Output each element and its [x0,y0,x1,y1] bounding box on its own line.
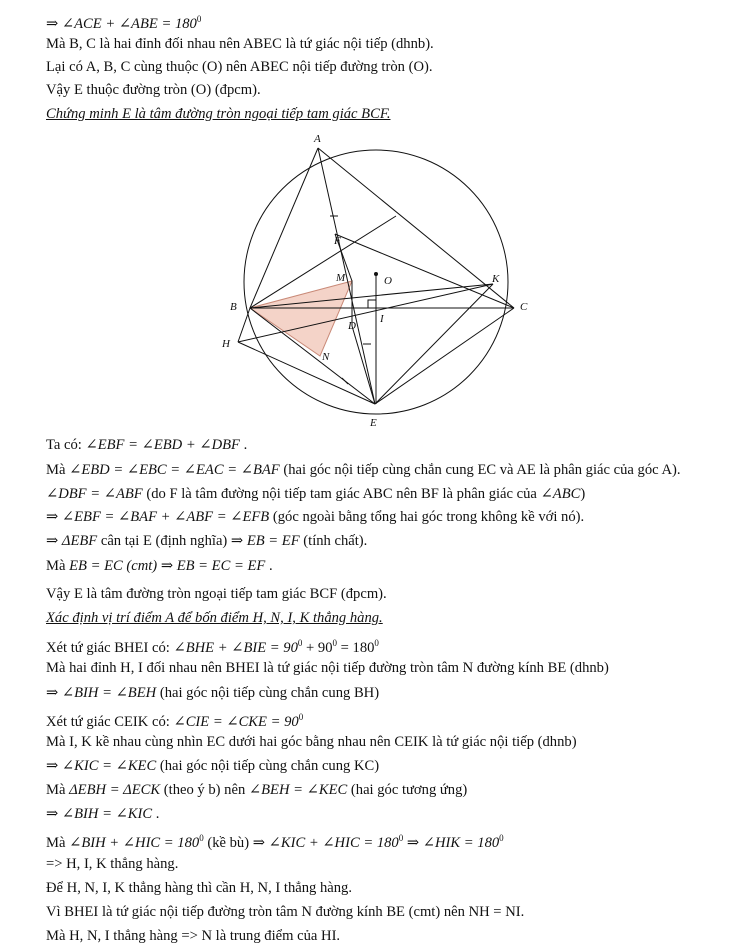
text-line-12 [46,585,387,603]
segment-EK [375,284,493,404]
text-line-25 [46,903,524,921]
text-line-20 [46,781,467,799]
text-run: (hai góc tương ứng) [347,782,468,798]
text-line-21 [46,805,159,823]
math-expression: ∠ACE + ∠ABE = 180 [61,16,197,32]
text-run: Để H, N, I, K thẳng hàng thì cần H, N, I thẳng hàng. [46,880,352,896]
text-line-6 [46,436,247,454]
text-line-2 [46,35,434,53]
text-run: => H, I, K thẳng hàng. [46,856,179,872]
text-run: ⇒ [46,533,62,549]
right-angle-I [368,300,376,308]
label-C: C [520,301,528,313]
text-run: Lại có A, B, C cùng thuộc (O) nên ABEC nội tiếp đường tròn (O). [46,59,433,75]
text-run: Chứng minh E là tâm đường tròn ngoại tiếp tam giác BCF. [46,106,391,122]
label-D: D [348,320,356,332]
label-H: H [222,338,230,350]
text-run: (góc ngoài bằng tổng hai góc trong không kề với nó). [269,509,585,525]
segment-CE [375,308,514,404]
label-M: M [336,272,346,284]
label-E: E [370,417,377,429]
text-run: Xác định vị trí điểm A để bốn điểm H, N, I, K thẳng hàng. [46,610,383,626]
text-run: ⇒ [157,558,177,574]
text-run: ⇒ [46,758,62,774]
math-expression: EB = EC (cmt) [69,558,158,574]
text-run: Mà H, N, I thẳng hàng => N là trung điểm của HI. [46,928,341,944]
text-run: (kề bù) ⇒ [203,835,269,851]
text-line-9 [46,508,584,526]
label-K: K [492,273,500,285]
geometry-figure [210,126,550,432]
text-line-26 [46,927,340,945]
segment-DE [352,326,375,404]
superscript: 0 [374,638,379,648]
text-run: ⇒ [46,806,62,822]
text-line-23 [46,855,178,873]
text-run: = 180 [337,640,375,656]
segment-BK [250,284,493,308]
segment-AB [250,148,318,308]
text-run: (tính chất). [299,533,368,549]
superscript: 0 [298,712,304,722]
segment-AE [318,148,375,404]
math-expression: EB = EC = EF [176,558,266,574]
text-line-22 [46,829,504,852]
math-expression: ∠BEH = ∠KEC [248,782,348,798]
superscript: 0 [332,638,337,648]
math-expression: ∠EBF = ∠BAF + ∠ABF = ∠EFB [61,509,270,525]
text-line-3 [46,58,433,76]
text-line-16 [46,684,379,702]
text-run: ⇒ [46,509,62,525]
text-run: . [152,806,160,822]
text-line-14 [46,634,379,657]
text-run: (hai góc nội tiếp cùng chắn cung BH) [156,685,380,701]
text-run: ⇒ [403,835,423,851]
text-run: Mà [46,835,70,851]
text-run: cân tại E (định nghĩa) ⇒ [97,533,247,549]
math-expression: ∠KIC + ∠HIC = 180 [268,835,399,851]
text-run: Xét tứ giác CEIK có: [46,714,174,730]
superscript: 0 [199,833,204,843]
text-run: + 90 [302,640,333,656]
shaded-triangle [250,281,352,356]
math-expression: ∠BHE + ∠BIE = 90 [173,640,298,656]
superscript: 0 [196,14,202,24]
text-run: Mà [46,462,70,478]
label-O: O [384,275,392,287]
label-A: A [314,133,321,145]
text-line-10 [46,532,367,550]
text-run: Mà I, K kề nhau cùng nhìn EC dưới hai góc bằng nhau nên CEIK là tứ giác nội tiếp (dhnb) [46,734,577,750]
math-expression: ∠KIC = ∠KEC [61,758,157,774]
math-expression: ∠CIE = ∠CKE = 90 [173,714,299,730]
text-line-15 [46,659,609,677]
math-expression: ∠EBF = ∠EBD + ∠DBF [85,437,240,453]
text-run: (do F là tâm đường nội tiếp tam giác ABC nên BF là phân giác của [142,486,541,502]
segment-BH [238,308,250,342]
math-expression: ΔEBH = ΔECK [69,782,161,798]
math-expression: EB = EF [246,533,300,549]
text-line-1 [46,10,201,33]
text-run: Mà B, C là hai đỉnh đối nhau nên ABEC là tứ giác nội tiếp (dhnb). [46,36,434,52]
math-expression: ∠BIH = ∠BEH [61,685,157,701]
section-heading-1 [46,105,391,123]
text-run: Mà hai đỉnh H, I đối nhau nên BHEI là tứ giác nội tiếp đường tròn tâm N đường kính BE (dhnb) [46,660,609,676]
text-run: ⇒ [46,16,62,32]
text-line-11 [46,557,273,575]
label-I: I [380,313,384,325]
point-O [374,272,378,276]
text-line-8 [46,485,585,503]
text-line-18 [46,733,577,751]
text-run: Mà [46,782,70,798]
text-line-17 [46,708,303,731]
text-run: ⇒ [46,685,62,701]
math-expression: ∠EBD = ∠EBC = ∠EAC = ∠BAF [69,462,280,478]
text-run: Vậy E thuộc đường tròn (O) (đpcm). [46,82,261,98]
text-line-24 [46,879,352,897]
math-expression: ∠ABC [540,486,581,502]
math-expression: ∠DBF = ∠ABF [46,486,143,502]
text-line-4 [46,81,261,99]
text-run: Ta có: [46,437,86,453]
label-F: F [334,235,341,247]
text-run: . [239,437,248,453]
label-B: B [230,301,237,313]
label-N: N [322,351,330,363]
math-expression: ∠BIH + ∠HIC = 180 [69,835,200,851]
text-run: (hai góc nội tiếp cùng chắn cung KC) [156,758,380,774]
text-run: Vậy E là tâm đường tròn ngoại tiếp tam giác BCF (đpcm). [46,586,387,602]
text-line-19 [46,757,379,775]
text-run: (hai góc nội tiếp cùng chắn cung EC và AE là phân giác của góc A). [279,462,681,478]
superscript: 0 [499,833,504,843]
superscript: 0 [297,638,303,648]
text-line-7 [46,461,681,479]
text-run: Xét tứ giác BHEI có: [46,640,174,656]
text-run: Vì BHEI là tứ giác nội tiếp đường tròn tâm N đường kính BE (cmt) nên NH = NI. [46,904,525,920]
math-expression: ∠BIH = ∠KIC [61,806,153,822]
text-run: Mà [46,558,70,574]
math-expression: ∠HIK = 180 [422,835,500,851]
section-heading-2 [46,609,383,627]
text-run: ) [580,486,586,502]
text-run: . [265,558,273,574]
superscript: 0 [398,833,404,843]
text-run: (theo ý b) nên [160,782,249,798]
math-expression: ΔEBF [61,533,98,549]
